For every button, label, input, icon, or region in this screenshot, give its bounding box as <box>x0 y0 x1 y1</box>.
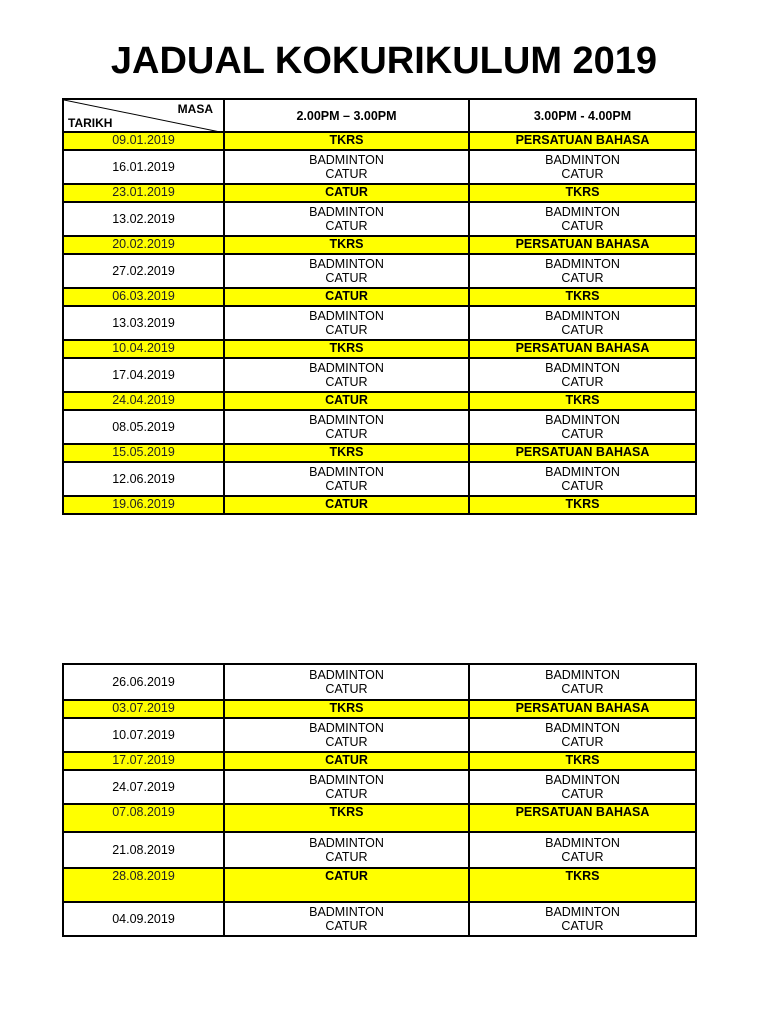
activity-label: BADMINTON <box>545 257 620 271</box>
activity-label: CATUR <box>561 219 604 233</box>
table-row <box>63 150 696 184</box>
slot-1-activity-cell <box>224 752 469 770</box>
activity-label: BADMINTON <box>545 361 620 375</box>
slot-1-activity-cell <box>224 306 469 340</box>
slot-2-activity-cell <box>469 150 696 184</box>
table-row <box>63 410 696 444</box>
slot-2-activity-cell <box>469 752 696 770</box>
table-row <box>63 462 696 496</box>
schedule-table-2 <box>62 663 697 937</box>
activity-label: CATUR <box>325 323 368 337</box>
date-cell: 09.01.2019 <box>63 132 224 150</box>
slot-2-activity-cell <box>469 496 696 514</box>
table-row <box>63 340 696 358</box>
date-cell: 28.08.2019 <box>63 868 224 902</box>
slot-2-activity-cell <box>469 184 696 202</box>
slot-1-activity-cell <box>224 358 469 392</box>
table-row <box>63 902 696 936</box>
activity-label: CATUR <box>325 850 368 864</box>
activity-label: PERSATUAN BAHASA <box>515 701 650 715</box>
slot-2-activity-cell <box>469 444 696 462</box>
date-cell: 10.07.2019 <box>63 718 224 752</box>
activity-label: BADMINTON <box>309 361 384 375</box>
date-cell: 27.02.2019 <box>63 254 224 288</box>
table-row <box>63 496 696 514</box>
activity-label: TKRS <box>329 445 364 459</box>
activity-label: CATUR <box>325 869 368 883</box>
activity-label: CATUR <box>561 375 604 389</box>
activity-label: BADMINTON <box>545 836 620 850</box>
date-cell: 17.04.2019 <box>63 358 224 392</box>
activity-label: BADMINTON <box>545 465 620 479</box>
slot-2-activity-cell <box>469 254 696 288</box>
slot-1-activity-cell <box>224 700 469 718</box>
slot-1-activity-cell <box>224 804 469 832</box>
slot-2-activity-cell <box>469 340 696 358</box>
date-cell: 06.03.2019 <box>63 288 224 306</box>
date-cell: 20.02.2019 <box>63 236 224 254</box>
table-row <box>63 752 696 770</box>
table-row <box>63 444 696 462</box>
table-row <box>63 184 696 202</box>
activity-label: CATUR <box>325 289 368 303</box>
slot-1-activity-cell <box>224 184 469 202</box>
slot-2-activity-cell <box>469 770 696 804</box>
activity-label: CATUR <box>325 167 368 181</box>
activity-label: PERSATUAN BAHASA <box>515 341 650 355</box>
header-slot-1: 2.00PM – 3.00PM <box>224 99 469 132</box>
activity-label: CATUR <box>561 167 604 181</box>
table-row <box>63 236 696 254</box>
slot-1-activity-cell <box>224 340 469 358</box>
slot-1-activity-cell <box>224 288 469 306</box>
slot-1-activity-cell <box>224 462 469 496</box>
date-cell: 08.05.2019 <box>63 410 224 444</box>
activity-label: TKRS <box>565 289 600 303</box>
table-row <box>63 770 696 804</box>
table-row <box>63 132 696 150</box>
slot-2-activity-cell <box>469 462 696 496</box>
table-row <box>63 202 696 236</box>
slot-2-activity-cell <box>469 700 696 718</box>
date-cell: 21.08.2019 <box>63 832 224 868</box>
date-cell: 24.07.2019 <box>63 770 224 804</box>
activity-label: CATUR <box>325 479 368 493</box>
header-slot-2: 3.00PM - 4.00PM <box>469 99 696 132</box>
slot-1-activity-cell <box>224 410 469 444</box>
activity-label: TKRS <box>329 237 364 251</box>
activity-label: BADMINTON <box>309 465 384 479</box>
activity-label: PERSATUAN BAHASA <box>515 805 650 819</box>
date-cell: 13.02.2019 <box>63 202 224 236</box>
activity-label: BADMINTON <box>545 905 620 919</box>
activity-label: TKRS <box>329 341 364 355</box>
activity-label: CATUR <box>325 393 368 407</box>
slot-1-activity-cell <box>224 832 469 868</box>
slot-2-activity-cell <box>469 306 696 340</box>
slot-2-activity-cell <box>469 288 696 306</box>
header-masa: MASA <box>177 102 213 116</box>
slot-1-activity-cell <box>224 664 469 700</box>
slot-2-activity-cell <box>469 902 696 936</box>
slot-1-activity-cell <box>224 254 469 288</box>
slot-2-activity-cell <box>469 132 696 150</box>
page-title: JADUAL KOKURIKULUM 2019 <box>110 40 658 82</box>
activity-label: TKRS <box>565 185 600 199</box>
activity-label: BADMINTON <box>309 905 384 919</box>
activity-label: CATUR <box>325 919 368 933</box>
activity-label: CATUR <box>325 185 368 199</box>
activity-label: BADMINTON <box>309 668 384 682</box>
activity-label: CATUR <box>325 427 368 441</box>
activity-label: PERSATUAN BAHASA <box>515 237 650 251</box>
header-tarikh: TARIKH <box>68 116 113 130</box>
slot-2-activity-cell <box>469 718 696 752</box>
activity-label: BADMINTON <box>545 153 620 167</box>
date-cell: 13.03.2019 <box>63 306 224 340</box>
date-cell: 15.05.2019 <box>63 444 224 462</box>
activity-label: CATUR <box>561 850 604 864</box>
activity-label: TKRS <box>565 393 600 407</box>
activity-label: BADMINTON <box>309 773 384 787</box>
slot-1-activity-cell <box>224 236 469 254</box>
date-cell: 19.06.2019 <box>63 496 224 514</box>
slot-1-activity-cell <box>224 496 469 514</box>
slot-2-activity-cell <box>469 868 696 902</box>
activity-label: CATUR <box>561 682 604 696</box>
activity-label: BADMINTON <box>309 205 384 219</box>
slot-2-activity-cell <box>469 392 696 410</box>
table-row <box>63 804 696 832</box>
activity-label: BADMINTON <box>545 773 620 787</box>
slot-2-activity-cell <box>469 358 696 392</box>
header-corner-cell <box>63 99 224 132</box>
date-cell: 17.07.2019 <box>63 752 224 770</box>
date-cell: 04.09.2019 <box>63 902 224 936</box>
activity-label: CATUR <box>325 497 368 511</box>
activity-label: TKRS <box>329 701 364 715</box>
activity-label: CATUR <box>325 219 368 233</box>
activity-label: TKRS <box>565 497 600 511</box>
activity-label: CATUR <box>561 735 604 749</box>
activity-label: BADMINTON <box>545 668 620 682</box>
date-cell: 10.04.2019 <box>63 340 224 358</box>
slot-1-activity-cell <box>224 202 469 236</box>
activity-label: BADMINTON <box>309 153 384 167</box>
slot-2-activity-cell <box>469 804 696 832</box>
slot-1-activity-cell <box>224 444 469 462</box>
slot-2-activity-cell <box>469 236 696 254</box>
date-cell: 07.08.2019 <box>63 804 224 832</box>
activity-label: CATUR <box>561 787 604 801</box>
activity-label: TKRS <box>565 869 600 883</box>
table-row <box>63 832 696 868</box>
activity-label: TKRS <box>565 753 600 767</box>
table-row <box>63 358 696 392</box>
date-cell: 24.04.2019 <box>63 392 224 410</box>
date-cell: 12.06.2019 <box>63 462 224 496</box>
activity-label: BADMINTON <box>309 257 384 271</box>
activity-label: BADMINTON <box>545 413 620 427</box>
date-cell: 23.01.2019 <box>63 184 224 202</box>
activity-label: CATUR <box>325 753 368 767</box>
date-cell: 03.07.2019 <box>63 700 224 718</box>
activity-label: CATUR <box>325 787 368 801</box>
slot-2-activity-cell <box>469 202 696 236</box>
table-header-row <box>63 99 696 132</box>
slot-1-activity-cell <box>224 392 469 410</box>
date-cell: 26.06.2019 <box>63 664 224 700</box>
activity-label: CATUR <box>325 682 368 696</box>
activity-label: TKRS <box>329 133 364 147</box>
activity-label: BADMINTON <box>309 836 384 850</box>
slot-1-activity-cell <box>224 868 469 902</box>
table-row <box>63 664 696 700</box>
table-row <box>63 718 696 752</box>
activity-label: CATUR <box>561 323 604 337</box>
table-row <box>63 254 696 288</box>
activity-label: BADMINTON <box>309 721 384 735</box>
activity-label: BADMINTON <box>545 205 620 219</box>
table-row <box>63 700 696 718</box>
slot-1-activity-cell <box>224 718 469 752</box>
activity-label: CATUR <box>325 375 368 389</box>
activity-label: CATUR <box>325 735 368 749</box>
activity-label: PERSATUAN BAHASA <box>515 445 650 459</box>
activity-label: CATUR <box>561 919 604 933</box>
activity-label: BADMINTON <box>309 309 384 323</box>
table-row <box>63 392 696 410</box>
slot-2-activity-cell <box>469 664 696 700</box>
activity-label: CATUR <box>325 271 368 285</box>
activity-label: BADMINTON <box>545 721 620 735</box>
activity-label: CATUR <box>561 271 604 285</box>
activity-label: TKRS <box>329 805 364 819</box>
slot-1-activity-cell <box>224 132 469 150</box>
date-cell: 16.01.2019 <box>63 150 224 184</box>
activity-label: PERSATUAN BAHASA <box>515 133 650 147</box>
activity-label: CATUR <box>561 427 604 441</box>
activity-label: CATUR <box>561 479 604 493</box>
slot-1-activity-cell <box>224 902 469 936</box>
table-row <box>63 306 696 340</box>
slot-2-activity-cell <box>469 410 696 444</box>
slot-2-activity-cell <box>469 832 696 868</box>
table-row <box>63 868 696 902</box>
slot-1-activity-cell <box>224 770 469 804</box>
activity-label: BADMINTON <box>545 309 620 323</box>
schedule-table-1 <box>62 98 697 515</box>
table-row <box>63 288 696 306</box>
slot-1-activity-cell <box>224 150 469 184</box>
activity-label: BADMINTON <box>309 413 384 427</box>
